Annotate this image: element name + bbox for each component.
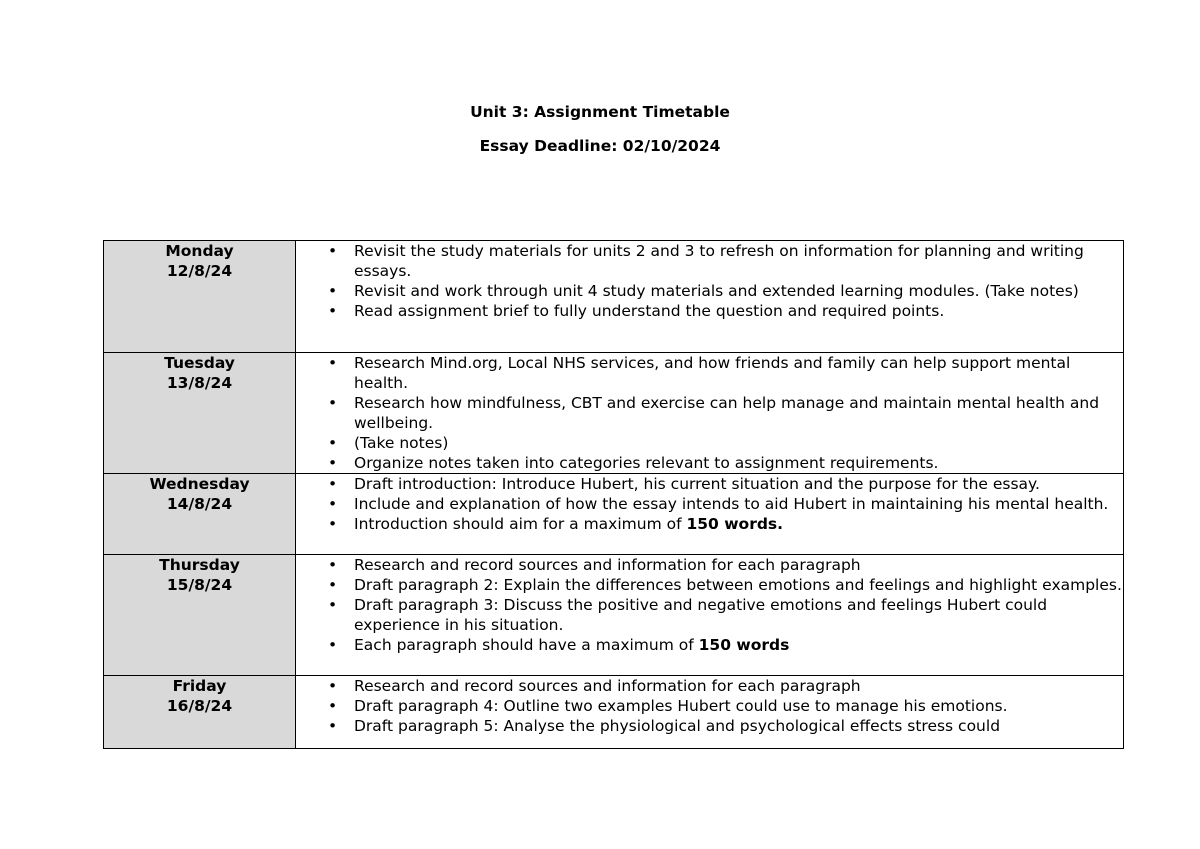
task-item: • (Take notes) bbox=[296, 433, 1123, 453]
day-date: 15/8/24 bbox=[166, 576, 233, 594]
task-item: • Organize notes taken into categories relevant to assignment requirements. bbox=[296, 453, 1123, 473]
task-item bbox=[296, 514, 1123, 534]
task-item: • Research how mindfulness, CBT and exercise can help manage and maintain mental health and wellbeing. bbox=[296, 393, 1123, 433]
day-label: Friday bbox=[172, 677, 227, 695]
task-item: • Research and record sources and information for each paragraph bbox=[296, 555, 1123, 575]
task-item: • Include and explanation of how the essay intends to aid Hubert in maintaining his mental health. bbox=[296, 494, 1123, 514]
task-list bbox=[296, 353, 1123, 473]
task-item: • Draft introduction: Introduce Hubert, his current situation and the purpose for the essay. bbox=[296, 474, 1123, 494]
day-cell-thursday bbox=[104, 555, 296, 676]
task-item: • Research and record sources and information for each paragraph bbox=[296, 676, 1123, 696]
day-date: 16/8/24 bbox=[166, 697, 233, 715]
page-title: Unit 3: Assignment Timetable bbox=[470, 103, 730, 121]
day-date: 12/8/24 bbox=[166, 262, 233, 280]
table-row-monday bbox=[104, 241, 1124, 353]
task-cell-thursday bbox=[296, 555, 1124, 676]
day-cell-wednesday bbox=[104, 474, 296, 555]
day-label: Monday bbox=[165, 242, 234, 260]
day-cell-friday bbox=[104, 676, 296, 749]
day-label: Thursday bbox=[159, 556, 240, 574]
day-label: Tuesday bbox=[164, 354, 235, 372]
task-list bbox=[296, 676, 1123, 736]
task-item: • Draft paragraph 5: Analyse the physiological and psychological effects stress could bbox=[296, 716, 1123, 736]
table-row-friday bbox=[104, 676, 1124, 749]
task-text: Introduction should aim for a maximum of bbox=[354, 515, 687, 533]
task-item: • Draft paragraph 4: Outline two examples Hubert could use to manage his emotions. bbox=[296, 696, 1123, 716]
task-cell-monday bbox=[296, 241, 1124, 353]
day-cell-monday bbox=[104, 241, 296, 353]
day-cell-tuesday bbox=[104, 353, 296, 474]
word-limit: 150 words. bbox=[686, 515, 784, 533]
task-text: Each paragraph should have a maximum of bbox=[354, 636, 699, 654]
table-row-wednesday bbox=[104, 474, 1124, 555]
day-date: 13/8/24 bbox=[166, 374, 233, 392]
word-limit: 150 words bbox=[698, 636, 790, 654]
day-label: Wednesday bbox=[149, 475, 250, 493]
task-item: • Draft paragraph 2: Explain the differences between emotions and feelings and highlight examples. bbox=[296, 575, 1123, 595]
task-cell-tuesday bbox=[296, 353, 1124, 474]
task-item: • Draft paragraph 3: Discuss the positive and negative emotions and feelings Hubert could experience in his situation. bbox=[296, 595, 1123, 635]
essay-deadline: Essay Deadline: 02/10/2024 bbox=[479, 137, 721, 155]
table-row-thursday bbox=[104, 555, 1124, 676]
task-cell-wednesday bbox=[296, 474, 1124, 555]
task-cell-friday bbox=[296, 676, 1124, 749]
task-item: • Revisit and work through unit 4 study materials and extended learning modules. (Take notes) bbox=[296, 281, 1123, 301]
task-item: • Revisit the study materials for units 2 and 3 to refresh on information for planning and writing essays. bbox=[296, 241, 1123, 281]
task-item bbox=[296, 635, 1123, 655]
task-item: • Research Mind.org, Local NHS services, and how friends and family can help support mental health. bbox=[296, 353, 1123, 393]
task-list bbox=[296, 241, 1123, 321]
task-list bbox=[296, 555, 1123, 655]
day-date: 14/8/24 bbox=[166, 495, 233, 513]
task-item: • Read assignment brief to fully understand the question and required points. bbox=[296, 301, 1123, 321]
table-row-tuesday bbox=[104, 353, 1124, 474]
timetable bbox=[103, 240, 1124, 749]
task-list bbox=[296, 474, 1123, 534]
